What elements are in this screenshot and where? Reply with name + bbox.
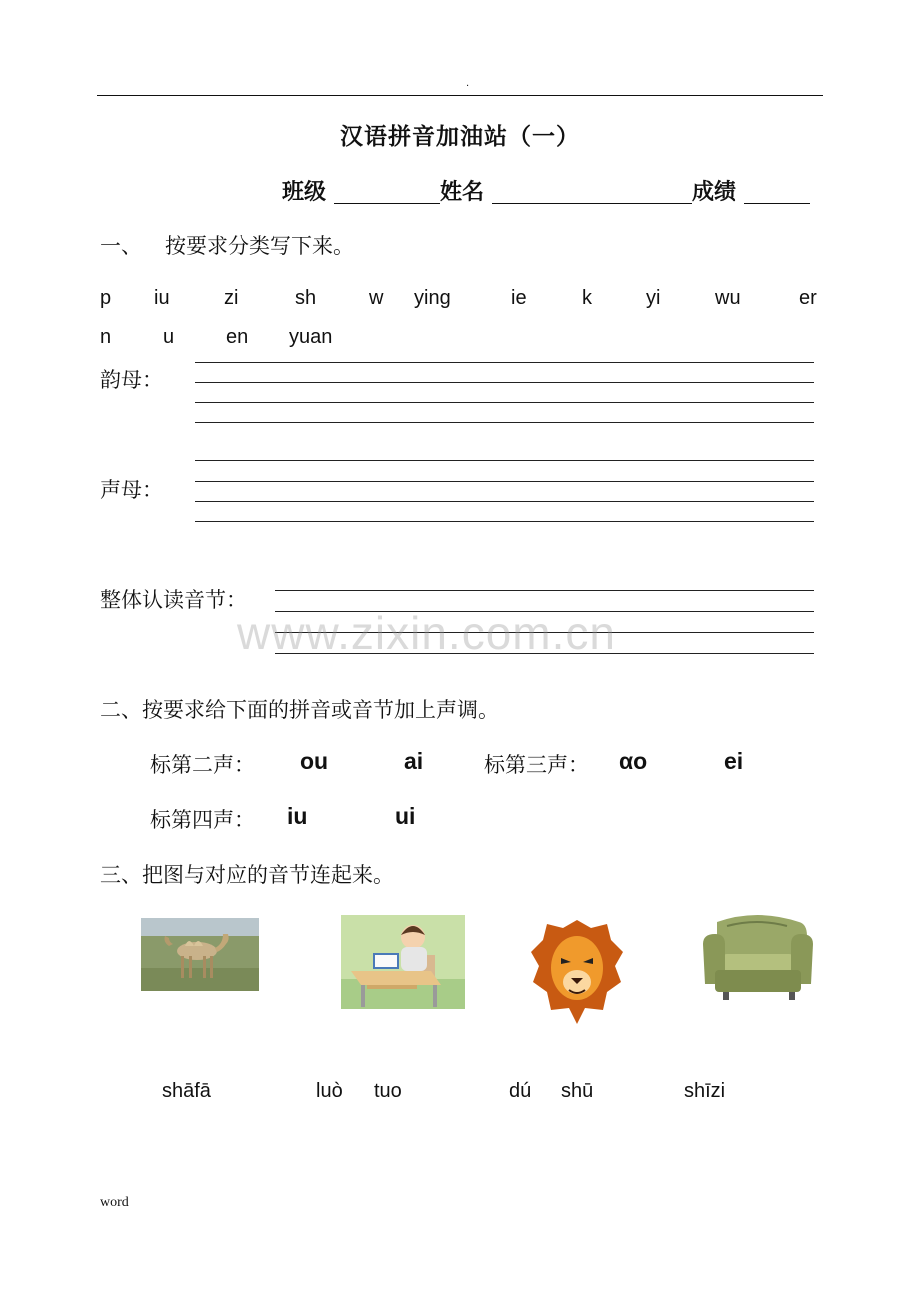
pinyin-item: p bbox=[100, 287, 112, 309]
tone-item[interactable]: iu bbox=[287, 803, 308, 829]
shengmu-answer-line[interactable] bbox=[195, 521, 814, 522]
header-rule bbox=[97, 95, 823, 96]
boy-reading-image[interactable] bbox=[341, 915, 465, 1009]
footer-label: word bbox=[100, 1195, 129, 1210]
shengmu-answer-line[interactable] bbox=[195, 501, 814, 502]
page-title: 汉语拼音加油站（一） bbox=[340, 124, 580, 150]
shengmu-answer-line[interactable] bbox=[195, 481, 814, 482]
zhengti-answer-line[interactable] bbox=[275, 590, 814, 591]
tone3-label: 标第三声： bbox=[484, 753, 589, 777]
syllable-shizi[interactable]: shīzi bbox=[684, 1080, 726, 1102]
pinyin-item: k bbox=[582, 287, 592, 309]
tone-item[interactable]: ei bbox=[724, 748, 744, 774]
yunmu-answer-line[interactable] bbox=[195, 362, 814, 363]
class-blank[interactable] bbox=[334, 203, 440, 204]
pinyin-item: n bbox=[100, 326, 112, 348]
watermark: www.zixin.com.cn bbox=[237, 607, 616, 659]
pinyin-item: en bbox=[226, 326, 249, 348]
yunmu-label: 韵母： bbox=[100, 368, 163, 392]
tone-item[interactable]: ui bbox=[395, 803, 416, 829]
name-label: 姓名 bbox=[440, 180, 485, 205]
pinyin-item: wu bbox=[715, 287, 741, 309]
score-label: 成绩 bbox=[692, 180, 737, 205]
tone4-label: 标第四声： bbox=[150, 808, 255, 832]
pinyin-item: u bbox=[163, 326, 175, 348]
pinyin-item: ie bbox=[511, 287, 527, 309]
pinyin-item: iu bbox=[154, 287, 170, 309]
pinyin-item: yuan bbox=[289, 326, 333, 348]
syllable-shu[interactable]: shū bbox=[561, 1080, 594, 1102]
syllable-luo[interactable]: luò bbox=[316, 1080, 343, 1102]
section1-number: 一、 bbox=[100, 234, 142, 258]
score-blank[interactable] bbox=[744, 203, 810, 204]
pinyin-item: w bbox=[369, 287, 384, 309]
pinyin-item: ying bbox=[414, 287, 451, 309]
section3-heading: 三、把图与对应的音节连起来。 bbox=[100, 863, 394, 887]
tone-item[interactable]: ai bbox=[404, 748, 424, 774]
camel-image[interactable] bbox=[141, 918, 259, 991]
section2-heading: 二、按要求给下面的拼音或音节加上声调。 bbox=[100, 698, 499, 722]
lion-image[interactable] bbox=[531, 918, 623, 1024]
tone-item[interactable]: αo bbox=[619, 748, 648, 774]
zhengti-label: 整体认读音节： bbox=[100, 588, 247, 612]
yunmu-answer-line[interactable] bbox=[195, 382, 814, 383]
pinyin-item: zi bbox=[224, 287, 239, 309]
shengmu-answer-line[interactable] bbox=[195, 460, 814, 461]
name-blank[interactable] bbox=[492, 203, 692, 204]
yunmu-answer-line[interactable] bbox=[195, 422, 814, 423]
syllable-du[interactable]: dú bbox=[509, 1080, 532, 1102]
pinyin-item: er bbox=[799, 287, 817, 309]
header-dot: . bbox=[466, 78, 470, 89]
pinyin-item: yi bbox=[646, 287, 661, 309]
yunmu-answer-line[interactable] bbox=[195, 402, 814, 403]
pinyin-item: sh bbox=[295, 287, 317, 309]
sofa-image[interactable] bbox=[703, 914, 813, 1002]
shengmu-label: 声母： bbox=[100, 478, 163, 502]
section1-heading: 按要求分类写下来。 bbox=[165, 234, 354, 258]
syllable-shafa[interactable]: shāfā bbox=[162, 1080, 211, 1102]
class-label: 班级 bbox=[282, 180, 327, 205]
tone-item[interactable]: ou bbox=[300, 748, 329, 774]
tone2-label: 标第二声： bbox=[150, 753, 255, 777]
syllable-tuo[interactable]: tuo bbox=[374, 1080, 402, 1102]
